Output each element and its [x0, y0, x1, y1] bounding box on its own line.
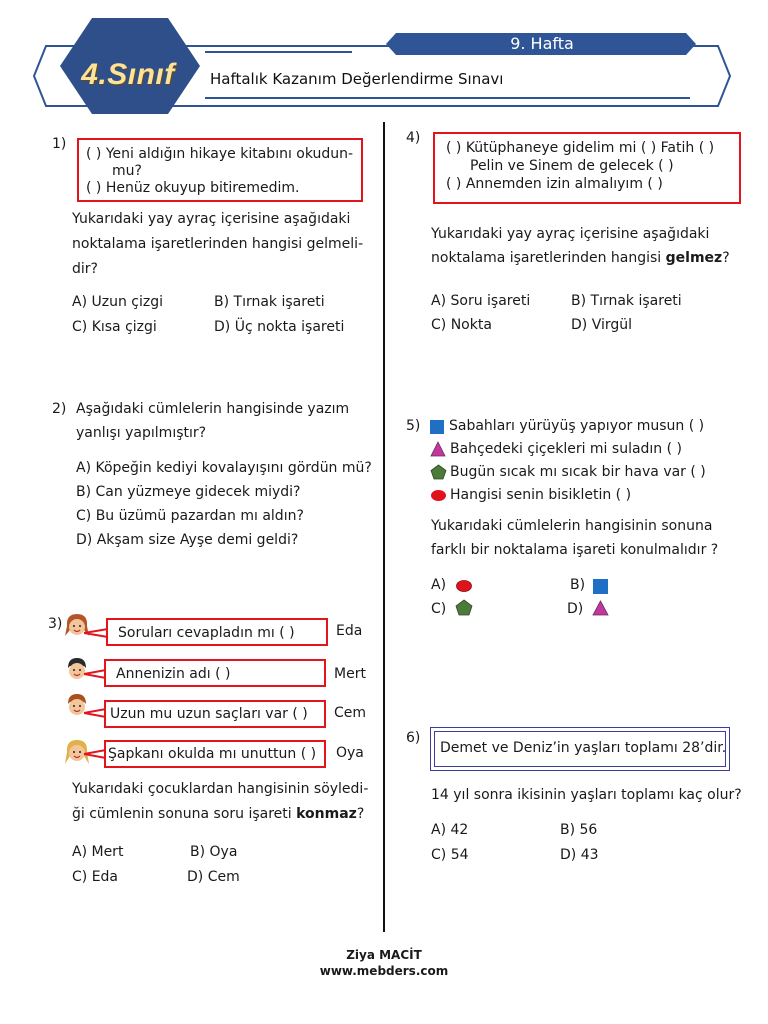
q4-stem-line-1: Yukarıdaki yay ayraç içerisine aşağıdaki	[431, 226, 710, 242]
q1-box-line-3: ( ) Henüz okuyup bitiremedim.	[86, 180, 300, 196]
q1-stem-line-1: Yukarıdaki yay ayraç içerisine aşağıdaki	[72, 211, 351, 227]
q2-option-c[interactable]: C) Bu üzümü pazardan mı aldın?	[76, 508, 304, 524]
blue-square-icon	[429, 419, 445, 435]
q2-option-a[interactable]: A) Köpeğin kediyi kovalayışını gördün mü?	[76, 460, 372, 476]
q1-option-c[interactable]: C) Kısa çizgi	[72, 319, 157, 335]
grade-badge: 4.Sınıf	[81, 58, 175, 91]
q1-option-b[interactable]: B) Tırnak işareti	[214, 294, 325, 310]
q4-number: 4)	[406, 130, 421, 146]
blue-square-icon	[592, 578, 609, 595]
pink-triangle-icon	[430, 441, 446, 457]
q3-option-d[interactable]: D) Cem	[187, 869, 240, 885]
q1-stem-line-2: noktalama işaretlerinden hangisi gelmeli-	[72, 236, 364, 252]
q3-stem-line-1: Yukarıdaki çocuklardan hangisinin söyledi-	[72, 781, 369, 797]
q3-name-2: Mert	[334, 666, 366, 682]
q5-option-c[interactable]: C)	[431, 601, 447, 617]
q5-stem-line-1: Yukarıdaki cümlelerin hangisinin sonuna	[431, 518, 713, 534]
q5-stem-line-2: farklı bir noktalama işareti konulmalıdır ?	[431, 542, 719, 558]
q4-option-c[interactable]: C) Nokta	[431, 317, 492, 333]
exam-title: Haftalık Kazanım Değerlendirme Sınavı	[210, 70, 504, 88]
speech-pointer-icon	[84, 707, 106, 719]
green-pentagon-icon	[455, 599, 473, 616]
q3-sentence-2: Annenizin adı ( )	[116, 666, 231, 682]
q4-option-b[interactable]: B) Tırnak işareti	[571, 293, 682, 309]
q2-stem-line-1: Aşağıdaki cümlelerin hangisinde yazım	[76, 401, 350, 417]
q2-stem-line-2: yanlışı yapılmıştır?	[76, 425, 207, 441]
q3-option-a[interactable]: A) Mert	[72, 844, 124, 860]
green-pentagon-icon	[430, 464, 447, 480]
q3-number: 3)	[48, 616, 63, 632]
speech-pointer-icon	[84, 627, 108, 639]
q2-option-b[interactable]: B) Can yüzmeye gidecek miydi?	[76, 484, 301, 500]
q3-name-3: Cem	[334, 705, 367, 721]
q6-option-c[interactable]: C) 54	[431, 847, 469, 863]
q5-item-1: Sabahları yürüyüş yapıyor musun ( )	[449, 418, 705, 434]
footer-site[interactable]: www.mebders.com	[319, 964, 449, 978]
q3-name-1: Eda	[336, 623, 363, 639]
speech-pointer-icon	[84, 668, 106, 680]
q3-sentence-4: Şapkanı okulda mı unuttun ( )	[108, 746, 317, 762]
q1-number: 1)	[52, 136, 67, 152]
q6-option-d[interactable]: D) 43	[560, 847, 599, 863]
speech-pointer-icon	[84, 748, 106, 760]
pink-triangle-icon	[592, 600, 609, 616]
column-divider	[383, 122, 385, 932]
q3-stem-line-2: ği cümlenin sonuna soru işareti konmaz?	[72, 806, 365, 822]
q1-option-d[interactable]: D) Üç nokta işareti	[214, 319, 345, 335]
q1-box-line-1: ( ) Yeni aldığın hikaye kitabını okudun-	[86, 146, 354, 162]
week-label: 9. Hafta	[510, 34, 574, 53]
q5-number: 5)	[406, 418, 421, 434]
q1-option-a[interactable]: A) Uzun çizgi	[72, 294, 163, 310]
q6-option-b[interactable]: B) 56	[560, 822, 598, 838]
red-circle-icon	[455, 579, 473, 593]
q1-stem-line-3: dir?	[72, 261, 98, 277]
q4-option-a[interactable]: A) Soru işareti	[431, 293, 531, 309]
q2-number: 2)	[52, 401, 67, 417]
q5-option-b[interactable]: B)	[570, 577, 586, 593]
footer-author: Ziya MACİT	[346, 948, 422, 962]
q5-item-3: Bugün sıcak mı sıcak bir hava var ( )	[450, 464, 706, 480]
q5-option-d[interactable]: D)	[567, 601, 584, 617]
q4-stem-line-2: noktalama işaretlerinden hangisi gelmez?	[431, 250, 730, 266]
q5-option-a[interactable]: A)	[431, 577, 447, 593]
q6-number: 6)	[406, 730, 421, 746]
q6-stem: 14 yıl sonra ikisinin yaşları toplamı kaç olur?	[431, 787, 742, 803]
q4-box-line-1: ( ) Kütüphaneye gidelim mi ( ) Fatih ( )	[446, 140, 715, 156]
q6-option-a[interactable]: A) 42	[431, 822, 469, 838]
q4-box-line-3: ( ) Annemden izin almalıyım ( )	[446, 176, 663, 192]
q2-option-d[interactable]: D) Akşam size Ayşe demi geldi?	[76, 532, 299, 548]
q6-info-text: Demet ve Deniz’in yaşları toplamı 28’dir.	[440, 740, 727, 756]
q3-option-b[interactable]: B) Oya	[190, 844, 238, 860]
q3-sentence-3: Uzun mu uzun saçları var ( )	[110, 706, 308, 722]
red-circle-icon	[430, 489, 447, 502]
q3-name-4: Oya	[336, 745, 364, 761]
q4-option-d[interactable]: D) Virgül	[571, 317, 633, 333]
q1-box-line-2: mu?	[112, 163, 142, 179]
q3-sentence-1: Soruları cevapladın mı ( )	[118, 625, 295, 641]
q5-item-2: Bahçedeki çiçekleri mi suladın ( )	[450, 441, 683, 457]
q3-option-c[interactable]: C) Eda	[72, 869, 118, 885]
q4-box-line-2: Pelin ve Sinem de gelecek ( )	[470, 158, 674, 174]
q5-item-4: Hangisi senin bisikletin ( )	[450, 487, 632, 503]
